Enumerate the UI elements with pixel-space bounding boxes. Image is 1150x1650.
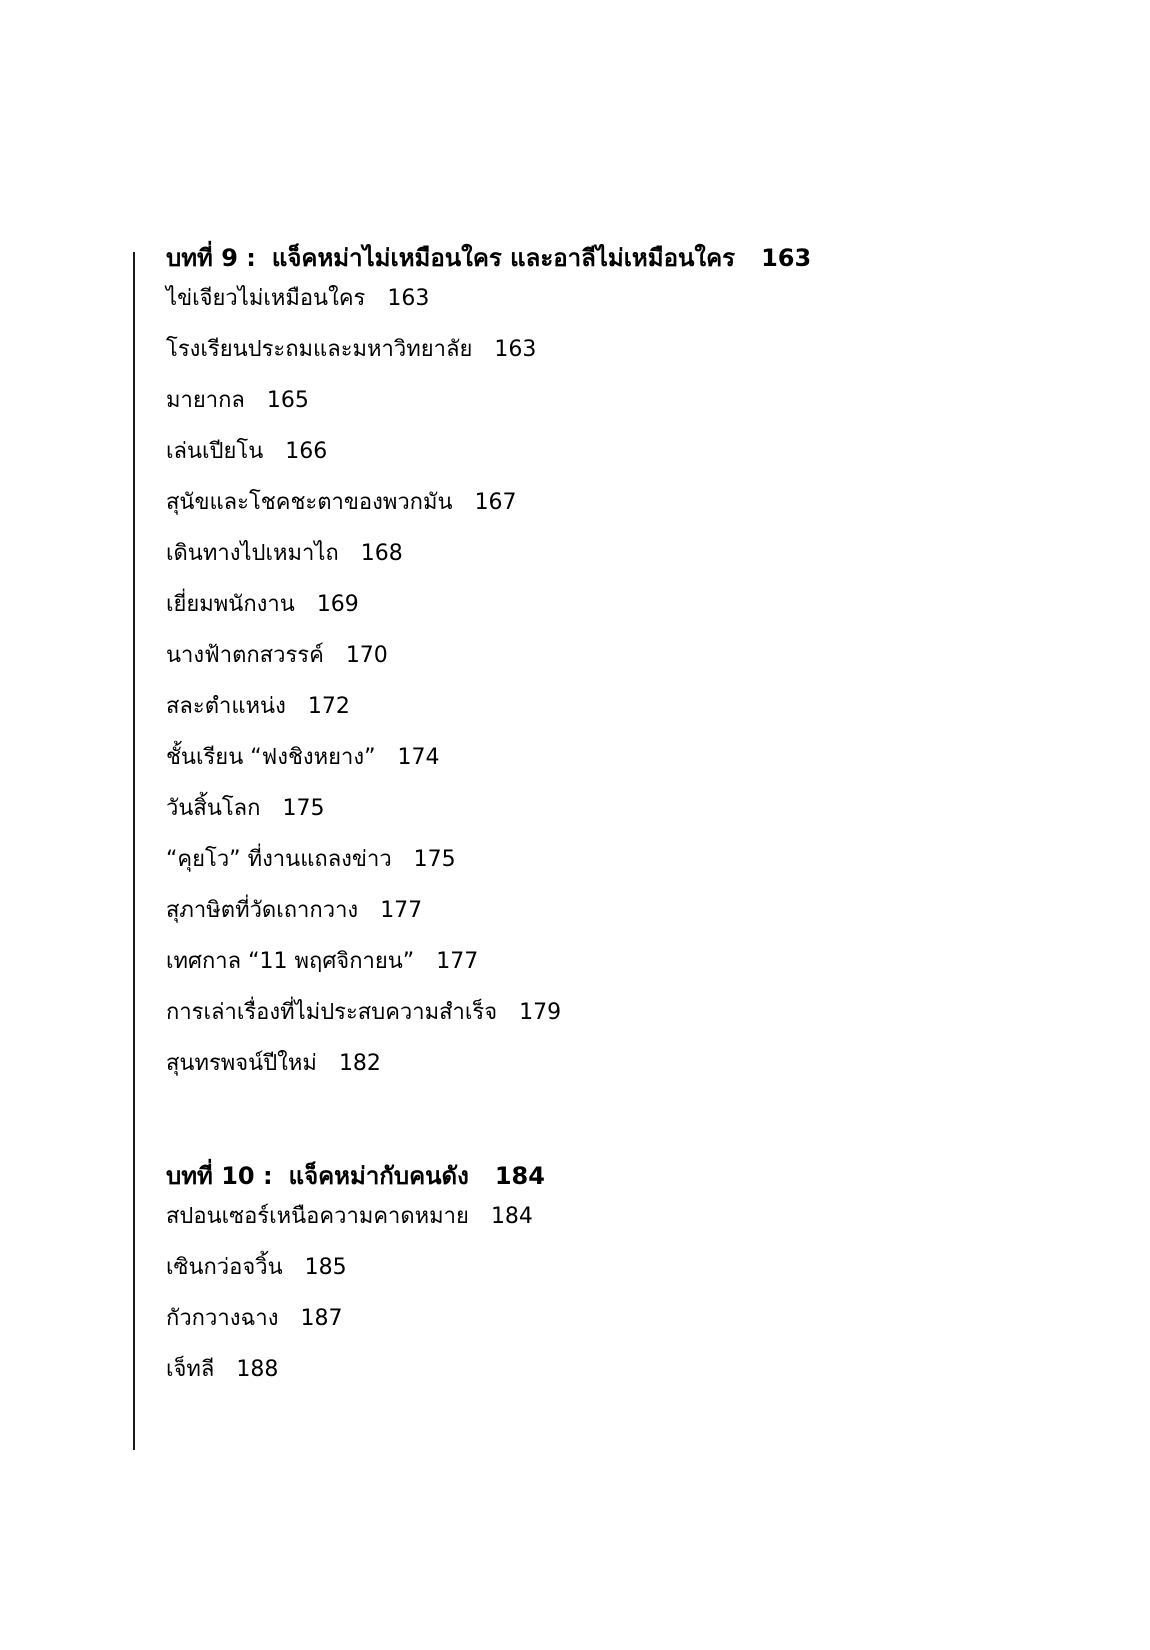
toc-entry-title: เดินทางไปเหมาไถ xyxy=(166,541,339,566)
toc-entry[interactable] xyxy=(166,1308,1026,1330)
toc-entry-title: การเล่าเรื่องที่ไม่ประสบความสำเร็จ xyxy=(166,1000,498,1025)
toc-entry-page: 177 xyxy=(380,898,423,923)
toc-entry[interactable] xyxy=(166,747,1026,769)
toc-entry-page: 163 xyxy=(387,286,430,311)
toc-entry-title: กัวกวางฉาง xyxy=(166,1306,279,1331)
toc-entry[interactable] xyxy=(166,390,1026,412)
toc-entry-page: 175 xyxy=(282,796,325,821)
toc-entry-title: โรงเรียนประถมและมหาวิทยาลัย xyxy=(166,337,473,362)
chapter-page-number: 184 xyxy=(494,1162,545,1190)
chapter-block xyxy=(166,1164,1026,1381)
toc-entry[interactable] xyxy=(166,441,1026,463)
toc-entry-page: 177 xyxy=(436,949,479,974)
chapter-heading[interactable] xyxy=(166,246,1026,270)
toc-entry[interactable] xyxy=(166,1257,1026,1279)
toc-entry-title: สปอนเซอร์เหนือความคาดหมาย xyxy=(166,1204,469,1229)
chapter-block xyxy=(166,246,1026,1075)
table-of-contents xyxy=(166,246,1026,1410)
toc-entry-page: 179 xyxy=(519,1000,562,1025)
toc-entry-title: “คุยโว” ที่งานแถลงข่าว xyxy=(166,847,392,872)
toc-entry[interactable] xyxy=(166,1359,1026,1381)
toc-entry-title: เทศกาล “11 พฤศจิกายน” xyxy=(166,949,415,974)
chapter-title: แจ็คหม่ากับคนดัง xyxy=(288,1162,469,1190)
toc-entry-page: 175 xyxy=(413,847,456,872)
toc-entry-title: เจ็ทลี xyxy=(166,1357,215,1382)
toc-entry[interactable] xyxy=(166,696,1026,718)
toc-entry-page: 185 xyxy=(304,1255,347,1280)
toc-entry-title: สุนัขและโชคชะตาของพวกมัน xyxy=(166,490,453,515)
chapter-label: บทที่ 9 : xyxy=(166,244,256,272)
toc-entry-title: เยี่ยมพนักงาน xyxy=(166,592,295,617)
toc-entry[interactable] xyxy=(166,1002,1026,1024)
chapter-page-number: 163 xyxy=(761,244,812,272)
toc-entry[interactable] xyxy=(166,798,1026,820)
toc-entry[interactable] xyxy=(166,1206,1026,1228)
toc-entry-title: ชั้นเรียน “ฟงชิงหยาง” xyxy=(166,745,376,770)
toc-entry-title: มายากล xyxy=(166,388,245,413)
page-left-rule xyxy=(133,252,135,1450)
toc-entry[interactable] xyxy=(166,594,1026,616)
toc-entry[interactable] xyxy=(166,339,1026,361)
chapter-title: แจ็คหม่าไม่เหมือนใคร และอาลีไม่เหมือนใคร xyxy=(271,244,736,272)
toc-entry[interactable] xyxy=(166,849,1026,871)
toc-entry-page: 184 xyxy=(490,1204,533,1229)
toc-entry-title: วันสิ้นโลก xyxy=(166,796,261,821)
toc-entry-page: 170 xyxy=(345,643,388,668)
chapter-label: บทที่ 10 : xyxy=(166,1162,273,1190)
toc-entry[interactable] xyxy=(166,543,1026,565)
toc-entry-page: 187 xyxy=(300,1306,343,1331)
toc-entry-title: สุนทรพจน์ปีใหม่ xyxy=(166,1051,317,1076)
toc-entry-page: 168 xyxy=(360,541,403,566)
toc-entry[interactable] xyxy=(166,1053,1026,1075)
chapter-heading[interactable] xyxy=(166,1164,1026,1188)
toc-entry-title: เล่นเปียโน xyxy=(166,439,264,464)
toc-entry-page: 163 xyxy=(494,337,537,362)
toc-entry-title: สละตำแหน่ง xyxy=(166,694,286,719)
toc-entry[interactable] xyxy=(166,645,1026,667)
toc-entry-page: 166 xyxy=(285,439,328,464)
toc-entry[interactable] xyxy=(166,900,1026,922)
section-spacer xyxy=(166,1104,1026,1164)
toc-entry-page: 167 xyxy=(474,490,517,515)
toc-entry-title: ไข่เจียวไม่เหมือนใคร xyxy=(166,286,366,311)
toc-entry[interactable] xyxy=(166,951,1026,973)
toc-entry-page: 169 xyxy=(316,592,359,617)
toc-entry-page: 172 xyxy=(307,694,350,719)
toc-entry[interactable] xyxy=(166,492,1026,514)
toc-entry-title: นางฟ้าตกสวรรค์ xyxy=(166,643,324,668)
toc-entry-page: 188 xyxy=(236,1357,279,1382)
toc-entry-page: 174 xyxy=(397,745,440,770)
toc-entry-title: สุภาษิตที่วัดเถากวาง xyxy=(166,898,359,923)
toc-entry[interactable] xyxy=(166,288,1026,310)
toc-entry-page: 182 xyxy=(338,1051,381,1076)
toc-entry-title: เซินกว่อจวิ้น xyxy=(166,1255,283,1280)
toc-entry-page: 165 xyxy=(266,388,309,413)
